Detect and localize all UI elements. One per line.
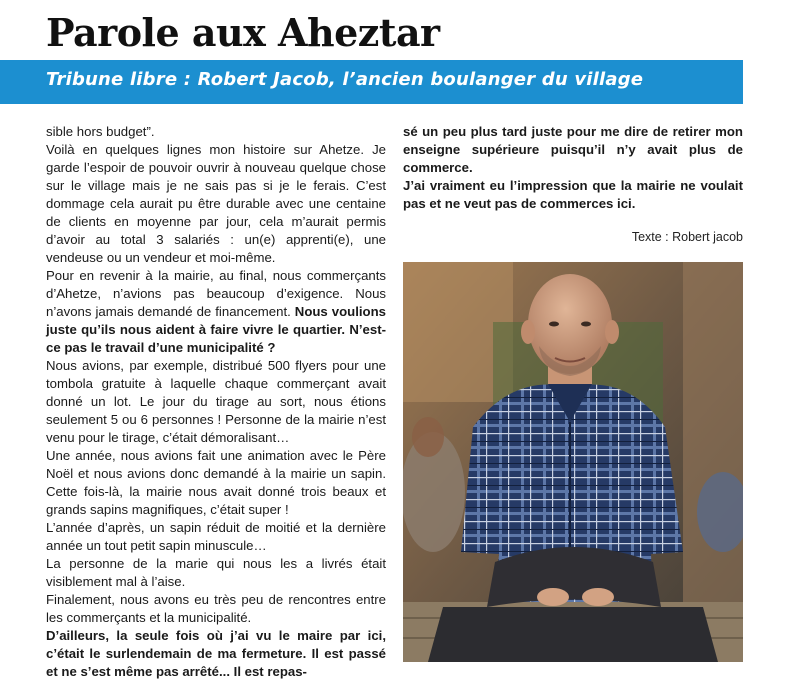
paragraph — [46, 267, 386, 357]
portrait-photo — [403, 262, 743, 662]
bold-paragraph: J’ai vraiment eu l’impression que la mairie ne voulait pas et ne veut pas de commerces ici. — [403, 178, 743, 211]
magazine-section-title: Parole aux Aheztar — [46, 10, 440, 55]
bold-paragraph: D’ailleurs, la seule fois où j’ai vu le maire par ici, c’était le surlendemain de ma fermeture. Il est passé et ne s’est même pas arrêté... Il est repas- — [46, 628, 386, 679]
paragraph: Nous avions, par exemple, distribué 500 flyers pour une tombola gratuite à laquelle chaque commerçant avait donné un lot. Le jour du tirage au sort, nous étions seulement 5 ou 6 personnes ! Personne de la mairie n’est venu pour le tirage, c’était démoralisant… — [46, 358, 386, 445]
paragraph: La personne de la marie qui nous les a livrés était visiblement mal à l’aise. — [46, 556, 386, 589]
paragraph: sible hors budget”. — [46, 124, 155, 139]
paragraph: Une année, nous avions fait une animation avec le Père Noël et nous avions donc demandé à la mairie un sapin. Cette fois-là, la mairie nous avait donné trois beaux et grands sapins magnifiques, c’était super ! — [46, 448, 386, 517]
paragraph: Voilà en quelques lignes mon histoire sur Ahetze. Je garde l’espoir de pouvoir ouvrir à nouveau quelque chose sur le village mais je ne sais pas si je le ferais. C’est dommage cela aurait pu être durable avec une centaine de clients en moyenne par jour, cela m’aurait permis d’avoir au total 3 salariés : un(e) apprenti(e), une vendeuse ou un vendeur et moi-même. — [46, 142, 386, 265]
right-text-column — [403, 123, 743, 213]
paragraph-text: Pour en revenir à la mairie, au final, nous commerçants d’Ahetze, n’avions pas beaucoup d’exigence. Nous n’avons jamais demandé de financement. — [46, 268, 386, 319]
left-text-column — [46, 123, 386, 681]
bold-paragraph: sé un peu plus tard juste pour me dire de retirer mon enseigne supérieure puisqu’il n’y avait plus de commerce. — [403, 124, 743, 175]
bold-text: Nous voulions juste qu’ils nous aident à faire vivre le quartier. N’est-ce pas le travail d’une municipalité ? — [46, 304, 386, 355]
article-subtitle: Tribune libre : Robert Jacob, l’ancien boulanger du village — [46, 69, 644, 90]
paragraph: L’année d’après, un sapin réduit de moitié et la dernière année un tout petit sapin minuscule… — [46, 520, 386, 553]
paragraph: Finalement, nous avons eu très peu de rencontres entre les commerçants et la municipalité. — [46, 592, 386, 625]
subtitle-banner — [0, 60, 743, 104]
author-credit: Texte : Robert jacob — [631, 230, 743, 244]
